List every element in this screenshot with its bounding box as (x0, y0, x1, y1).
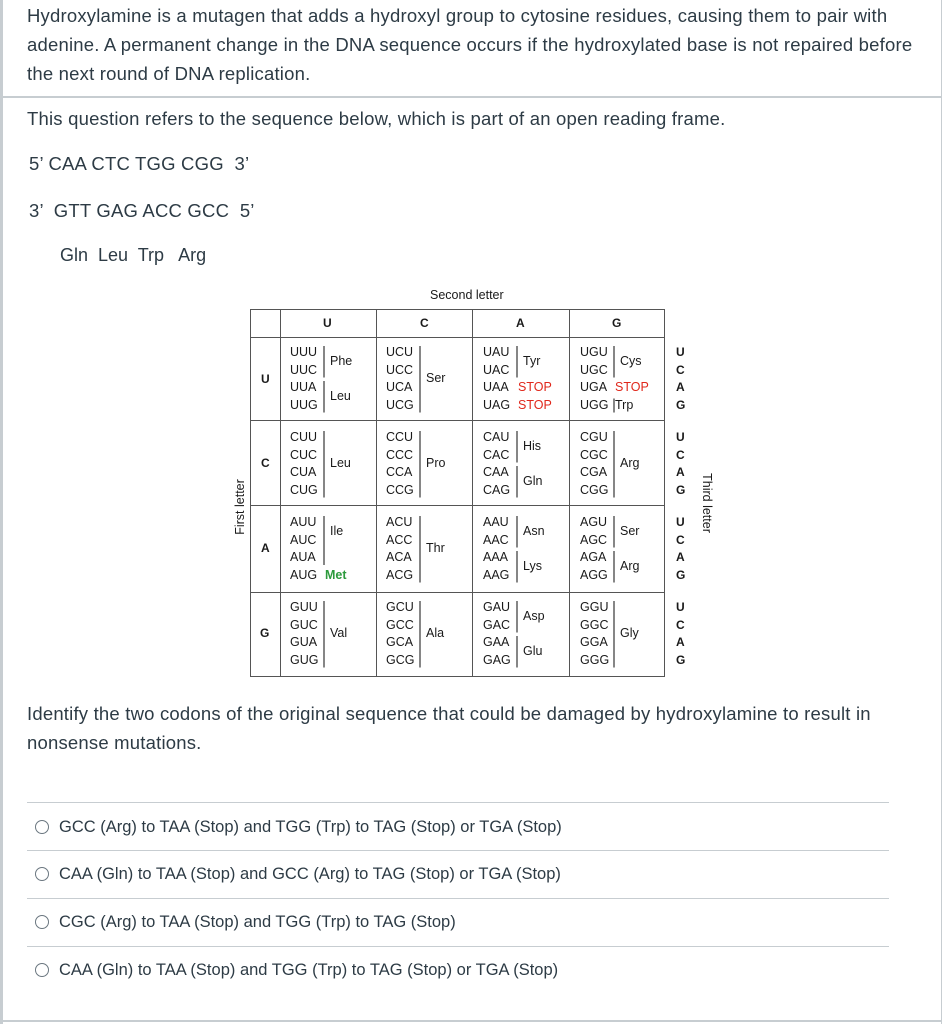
third-letter: U (676, 515, 685, 529)
codon: CCG (386, 482, 414, 497)
codon: GCG (386, 652, 415, 667)
codon: CUU (290, 430, 318, 444)
third-letter: G (676, 567, 686, 582)
sequence-top-strand: 5’ CAA CTC TGG CGG 3’ (29, 153, 250, 174)
codon: UGA (580, 380, 608, 394)
codon: UCU (386, 345, 414, 359)
answer-option-label: GCC (Arg) to TAA (Stop) and TGG (Trp) to TAG (Stop) or TGA (Stop) (59, 817, 562, 836)
first-letter-label: First letter (233, 479, 247, 535)
amino-acid-label: Met (325, 567, 347, 582)
codon: GUC (290, 617, 318, 632)
third-letter-label: Third letter (700, 473, 714, 533)
codon: CAU (483, 430, 510, 444)
amino-acid-sequence: Gln Leu Trp Arg (60, 245, 207, 265)
codon: CGU (580, 430, 608, 444)
codon: GUU (290, 600, 318, 614)
codon: UCA (386, 380, 413, 394)
third-letter: U (676, 600, 685, 614)
amino-acid-label: Arg (620, 558, 640, 573)
codon: CAA (483, 465, 509, 479)
third-letter: U (676, 430, 685, 444)
codon: AGA (580, 550, 607, 564)
first-letter-u: U (261, 372, 270, 386)
codon: ACA (386, 550, 412, 564)
codon: AGC (580, 532, 608, 547)
amino-acid-label: Ala (426, 626, 445, 641)
amino-acid-label: His (523, 438, 542, 453)
third-letter: A (676, 380, 685, 394)
codon: AUU (290, 515, 317, 529)
radio-button[interactable] (35, 963, 49, 977)
amino-acid-label: STOP (615, 380, 649, 394)
radio-button[interactable] (35, 820, 49, 834)
codon: CAG (483, 482, 511, 497)
codon: ACU (386, 515, 413, 529)
codon: UAA (483, 380, 509, 394)
second-letter-c: C (420, 316, 429, 330)
frame-bottom-border (0, 1020, 942, 1022)
codon: AGU (580, 515, 608, 529)
codon: GAU (483, 600, 511, 614)
codon: AAU (483, 515, 509, 529)
codon: GGA (580, 635, 608, 649)
codon: GGU (580, 600, 609, 614)
answer-option-label: CAA (Gln) to TAA (Stop) and TGG (Trp) to TAG (Stop) or TGA (Stop) (59, 960, 559, 979)
amino-acid-label: Trp (615, 397, 634, 412)
third-letter: U (676, 345, 685, 359)
amino-acid-label: Gln (523, 473, 543, 488)
second-letter-a: A (516, 316, 525, 330)
third-letter: G (676, 397, 686, 412)
third-letter: C (676, 617, 685, 632)
option-divider (27, 850, 889, 851)
codon: UGC (580, 362, 608, 377)
amino-acid-label: Val (330, 626, 348, 641)
radio-button[interactable] (35, 915, 49, 929)
codon: UAC (483, 362, 510, 377)
codon: GUA (290, 635, 318, 649)
third-letter: C (676, 447, 685, 462)
amino-acid-label: STOP (518, 397, 552, 412)
codon: AAC (483, 532, 509, 547)
answer-option-1[interactable] (35, 813, 562, 841)
option-divider (27, 802, 889, 803)
sequence-bottom-strand: 3’ GTT GAG ACC GCC 5’ (29, 200, 255, 221)
amino-acid-label: Cys (620, 353, 642, 368)
codon: GAG (483, 652, 511, 667)
amino-acid-label: Gly (620, 626, 639, 641)
codon: UUA (290, 380, 317, 394)
codon: GUG (290, 652, 319, 667)
codon: UUG (290, 397, 318, 412)
codon: UCG (386, 397, 414, 412)
codon: AUA (290, 550, 316, 564)
codon: CUG (290, 482, 318, 497)
answer-option-3[interactable] (35, 908, 456, 936)
codon: AUC (290, 532, 317, 547)
codon: CCC (386, 447, 414, 462)
codon: UCC (386, 362, 414, 377)
question-intro: Hydroxylamine is a mutagen that adds a hydroxyl group to cytosine residues, causing them to pair with adenine. A permanent change in the DNA sequence occurs if the hydroxylated base is not repaired before the next round of DNA replication. (27, 5, 913, 84)
first-letter-a: A (261, 541, 270, 555)
first-letter-c: C (261, 456, 270, 470)
codon: CGA (580, 465, 608, 479)
amino-acid-label: Leu (330, 456, 351, 471)
amino-acid-label: Tyr (523, 353, 541, 368)
amino-acid-label: Asp (523, 608, 545, 623)
second-letter-u: U (323, 316, 332, 330)
third-letter: C (676, 362, 685, 377)
codon: CUA (290, 465, 317, 479)
third-letter: G (676, 652, 686, 667)
codon: GAA (483, 635, 510, 649)
amino-acid-label: Ser (426, 371, 446, 386)
answer-option-4[interactable] (35, 956, 558, 984)
question-prompt: Identify the two codons of the original sequence that could be damaged by hydroxylamine to result in nonsense mutations. (27, 703, 871, 753)
codon: AGG (580, 567, 608, 582)
third-letter: A (676, 550, 685, 564)
codon: GCU (386, 600, 414, 614)
first-letter-g: G (260, 626, 270, 640)
option-divider (27, 898, 889, 899)
codon: UAU (483, 345, 510, 359)
codon: UAG (483, 397, 511, 412)
codon: GGG (580, 652, 610, 667)
codon: GCC (386, 617, 414, 632)
codon: GCA (386, 635, 414, 649)
codon: CGC (580, 447, 608, 462)
amino-acid-label: Thr (426, 541, 445, 556)
amino-acid-label: Phe (330, 353, 353, 368)
amino-acid-label: Pro (426, 456, 446, 471)
amino-acid-label: Asn (523, 523, 545, 538)
amino-acid-label: Leu (330, 388, 351, 403)
codon: UGU (580, 345, 608, 359)
codon: CCU (386, 430, 414, 444)
codon: AUG (290, 567, 318, 582)
codon: CUC (290, 447, 318, 462)
codon: UGG (580, 397, 609, 412)
amino-acid-label: Ile (330, 523, 344, 538)
third-letter: A (676, 465, 685, 479)
amino-acid-label: Ser (620, 523, 640, 538)
option-divider (27, 946, 889, 947)
second-letter-g: G (612, 316, 622, 330)
second-letter-label: Second letter (430, 288, 504, 302)
third-letter: A (676, 635, 685, 649)
codon: CAC (483, 447, 510, 462)
codon: CGG (580, 482, 609, 497)
answer-option-2[interactable] (35, 860, 561, 888)
codon: UUC (290, 362, 318, 377)
amino-acid-label: Glu (523, 643, 543, 658)
codon: AAG (483, 567, 510, 582)
amino-acid-label: Lys (523, 558, 542, 573)
codon: UUU (290, 345, 318, 359)
third-letter: G (676, 482, 686, 497)
codon: CCA (386, 465, 413, 479)
amino-acid-label: STOP (518, 380, 552, 394)
answer-option-label: CGC (Arg) to TAA (Stop) and TGG (Trp) to TAG (Stop) (59, 912, 456, 931)
codon: ACG (386, 567, 414, 582)
radio-button[interactable] (35, 867, 49, 881)
codon: GGC (580, 617, 609, 632)
question-refers: This question refers to the sequence below, which is part of an open reading frame. (27, 108, 726, 129)
answer-option-label: CAA (Gln) to TAA (Stop) and GCC (Arg) to TAG (Stop) or TGA (Stop) (59, 864, 561, 883)
codon: AAA (483, 550, 509, 564)
amino-acid-label: Arg (620, 456, 640, 471)
codon: GAC (483, 617, 511, 632)
codon: ACC (386, 532, 413, 547)
third-letter: C (676, 532, 685, 547)
